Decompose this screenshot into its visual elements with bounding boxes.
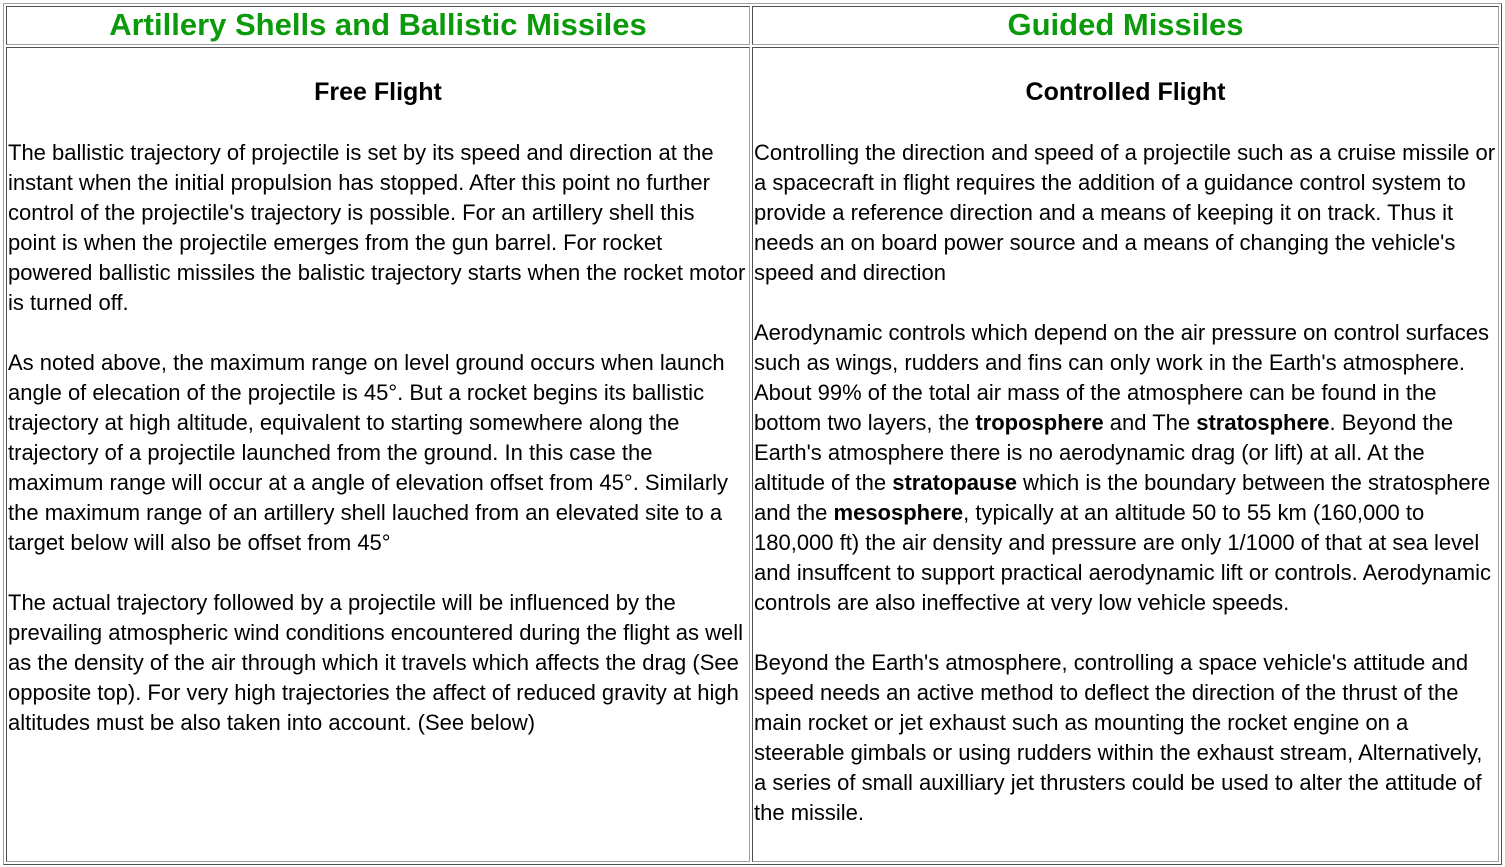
left-paragraph-1: The ballistic trajectory of projectile is set by its speed and direction at the instant when the initial propulsion has stopped. After this point no further control of the projectile's trajectory is possible. For an artillery shell this point is when the projectile emerges from the gun barrel. For rocket powered ballistic missiles the balistic trajectory starts when the rocket motor is turned off.: [8, 140, 746, 315]
stratosphere-term: stratosphere: [1196, 410, 1330, 435]
right-subheading: Controlled Flight: [1025, 78, 1226, 106]
left-header-cell: [6, 6, 750, 45]
p2-text-4: which is the boundary between the stratosphere and the: [754, 470, 1491, 525]
right-paragraph-2: [754, 318, 1497, 618]
right-paragraph-1: Controlling the direction and speed of a projectile such as a cruise missile or a spacecraft in flight requires the addition of a guidance control system to provide a reference direction and a means of keeping it on track. Thus it needs an on board power source and a means of changing the vehicle's speed and direction: [754, 140, 1496, 285]
p2-text-5: , typically at an altitude 50 to 55 km (160,000 to 180,000 ft) the air density and pressure are only 1/1000 of that at sea level and insuffcent to support practical aerodynamic lift or controls. Aerodynamic controls are also ineffective at very low vehicle speeds.: [754, 500, 1491, 615]
p2-text-1: Aerodynamic controls which depend on the air pressure on control surfaces such as wings, rudders and fins can only work in the Earth's atmosphere. About 99% of the total air mass of the atmosphere can be found in the bottom two layers, the: [754, 320, 1489, 435]
right-column-title: Guided Missiles: [1007, 7, 1244, 42]
stratopause-term: stratopause: [892, 470, 1017, 495]
right-header-cell: [752, 6, 1499, 45]
left-column-title: Artillery Shells and Ballistic Missiles: [109, 7, 647, 42]
header-row: [6, 6, 1499, 45]
p2-text-2: and The: [1103, 410, 1197, 435]
left-paragraph-2: As noted above, the maximum range on level ground occurs when launch angle of elecation of the projectile is 45°. But a rocket begins its ballistic trajectory at high altitude, equivalent to starting somewhere along the trajectory of a projectile launched from the ground. In this case the maximum range will occur at a angle of elevation offset from 45°. Similarly the maximum range of an artillery shell lauched from an elevated site to a target below will also be offset from 45°: [8, 350, 729, 555]
troposphere-term: troposphere: [975, 410, 1104, 435]
p2-text-3: . Beyond the Earth's atmosphere there is no aerodynamic drag (or lift) at all. At the altitude of the: [754, 410, 1454, 495]
content-row: [6, 47, 1499, 862]
comparison-table: [3, 3, 1502, 865]
right-content-cell: [752, 47, 1499, 862]
mesosphere-term: mesosphere: [833, 500, 964, 525]
left-paragraph-3: The actual trajectory followed by a projectile will be influenced by the prevailing atmospheric wind conditions encountered during the flight as well as the density of the air through which it travels which affects the drag (See opposite top). For very high trajectories the affect of reduced gravity at high altitudes must be also taken into account. (See below): [8, 590, 743, 735]
right-paragraph-3: Beyond the Earth's atmosphere, controlling a space vehicle's attitude and speed needs an active method to deflect the direction of the thrust of the main rocket or jet exhaust such as mounting the rocket engine on a steerable gimbals or using rudders within the exhaust stream, Alternatively, a series of small auxilliary jet thrusters could be used to alter the attitude of the missile.: [754, 650, 1483, 825]
left-subheading: Free Flight: [314, 78, 442, 106]
left-content-cell: [6, 47, 750, 862]
